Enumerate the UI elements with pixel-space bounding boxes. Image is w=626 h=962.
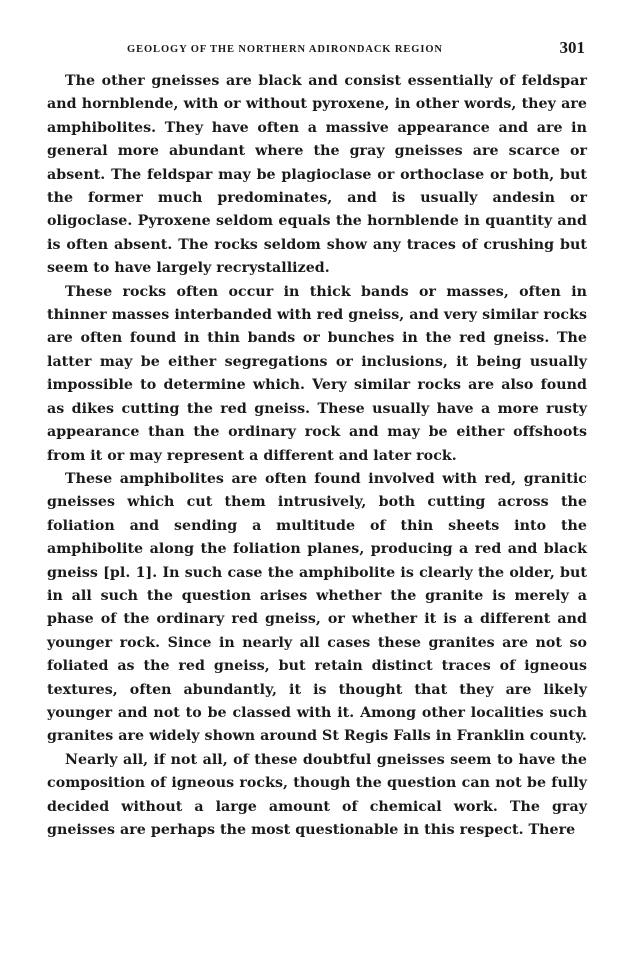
running-header: [47, 36, 587, 62]
running-title: GEOLOGY OF THE NORTHERN ADIRONDACK REGION: [127, 44, 443, 55]
paragraph: The other gneisses are black and consist essentially of feldspar and hornblende, with or without pyroxene, in other words, they are amphibolites. They have often a massive appearance and are in general more abundant where the gray gneisses are scarce or absent. The feldspar may be plagioclase or orthoclase or both, but the former much predominates, and is usually andesin or oligoclase. Pyroxene seldom equals the hornblende in quantity and is often absent. The rocks seldom show any traces of crushing but seem to have largely recrystallized.: [47, 73, 587, 277]
paragraph: Nearly all, if not all, of these doubtful gneisses seem to have the composition of igneous rocks, though the question can not be fully decided without a large amount of chemical work. The gray gneisses are perhaps the most questionable in this respect. There: [47, 751, 587, 838]
paragraph: These rocks often occur in thick bands or masses, often in thinner masses interbanded with red gneiss, and very similar rocks are often found in thin bands or bunches in the red gneiss. The latter may be either segregations or inclusions, it being usually impossible to determine which. Very similar rocks are also found as dikes cutting the red gneiss. These usually have a more rusty appearance than the ordinary rock and may be either offshoots from it or may represent a different and later rock.: [47, 283, 587, 464]
page-number: 301: [559, 38, 585, 57]
body-text: [47, 70, 587, 842]
book-page: [47, 36, 587, 842]
paragraph: These amphibolites are often found involved with red, granitic gneisses which cut them intrusively, both cutting across the foliation and sending a multitude of thin sheets into the amphibolite along the foliation planes, producing a red and black gneiss [pl. 1]. In such case the amphibolite is clearly the older, but in all such the question arises whether the granite is merely a phase of the ordinary red gneiss, or whether it is a different and younger rock. Since in nearly all cases these granites are not so foliated as the red gneiss, but retain distinct traces of igneous textures, often abundantly, it is thought that they are likely younger and not to be classed with it. Among other localities such granites are widely shown around St Regis Falls in Franklin county.: [47, 470, 587, 745]
